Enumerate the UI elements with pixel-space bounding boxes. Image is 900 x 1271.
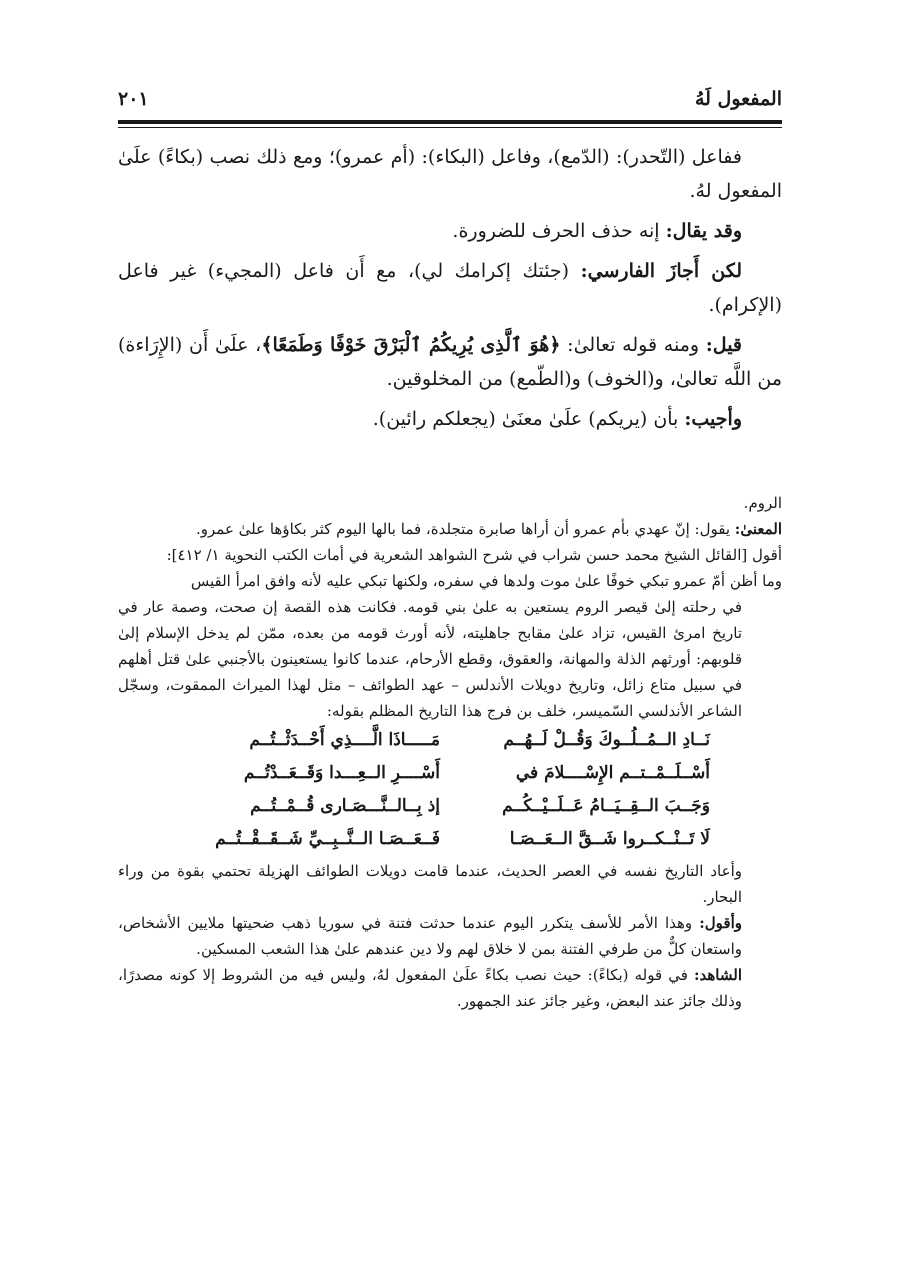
poem-verse-4-second: فَــعَــصَـا الــنَّــبِــيِّ شَــقَــقْــتُــم (215, 829, 440, 849)
fn-witness-lead: الشاهد: (693, 966, 742, 984)
p5-lead: وأجيب: (684, 408, 742, 430)
header-rule-thick (118, 120, 782, 124)
fn-line-7-lead: وأقول: (699, 914, 742, 932)
fn-meaning-rest: يقول: إنّ عهدي بأم عمرو أن أراها صابرة متجلدة، فما بالها اليوم كثر بكاؤها علىٰ عمرو. (196, 520, 735, 538)
header-rule-thin (118, 127, 782, 128)
paragraph-2 (118, 214, 782, 248)
poem-verse-2-first: أَسْــلَــمْــتــم الإِسْــــلامَ في (515, 763, 710, 783)
fn-line-7-rest: وهذا الأمر للأسف يتكرر اليوم عندما حدثت فتنة في سوريا ذهب ضحيتها ملايين الأشخاص، واستعان كلٌّ من طرفي الفتنة بمن لا خلاق لهم ولا دين عندهم علىٰ هذا الشعب المسكين. (118, 914, 742, 958)
quran-verse: ﴿هُوَ ٱلَّذِى يُرِيكُمُ ٱلْبَرْقَ خَوْفًا وَطَمَعًا﴾ (261, 334, 561, 356)
fn-line-6: وأعاد التاريخ نفسه في العصر الحديث، عندما قامت دويلات الطوائف الهزيلة تحتمي بقوة من وراء البحار. (118, 862, 742, 906)
p2-rest: إنه حذف الحرف للضرورة. (452, 220, 666, 242)
poem-verse-1-second: مَـــــاذَا الَّــــذِي أَحْــدَثْــتُــم (249, 730, 440, 750)
main-text (118, 140, 782, 442)
fn-line-5: في رحلته إلىٰ قيصر الروم يستعين به علىٰ بني قومه. فكانت هذه القصة إن صحت، وصمة عار في تاريخ امرئ القيس، تزاد علىٰ مقابح جاهليته، لأنه أورث قومه من بعده، ممّن لم يدخل الإسلام إلىٰ قلوبهم: أورثهم الذلة والمهانة، والعقوق، وقطع الأرحام، عندما كانوا يستعينون بالأجنبي علىٰ قتل أهلهم في سبيل متاع زائل، وتاريخ دويلات الأندلس – عهد الطوائف – مثل لهذا الميراث الممقوت، وسجّل الشاعر الأندلسي السّميسر، خلف بن فرج هذا التاريخ المظلم بقوله: (118, 598, 742, 720)
fn-line-4: وما أظن أمّ عمرو تبكي خوفًا علىٰ موت ولدها في سفره، ولكنها تبكي عليه لأنه وافق امرأ القيس (190, 572, 782, 590)
poem-verse-3-first: وَجَــبَ الــقِــيَــامُ عَــلَــيْــكُــم (502, 796, 710, 816)
poem-verse-2-second: أَسْــــرِ الــعِـــدا وَقَــعَــدْتُــم (243, 763, 440, 783)
p2-lead: وقد يقال: (665, 220, 742, 242)
running-header (118, 86, 782, 110)
paragraph-3 (118, 254, 782, 322)
poem-verse-3-second: إذ بِــالــنَّـــصَـارى قُــمْــتُــم (250, 796, 440, 816)
fn-witness (118, 962, 782, 1014)
page-number: ٢٠١ (118, 88, 149, 110)
poem (118, 724, 782, 856)
p4-b: ، علَىٰ أَن (الإِرَاءة) من اللَّه تعالىٰ، و(الخوف) و(الطّمع) من المخلوقين. (118, 334, 782, 390)
fn-meaning (118, 516, 782, 542)
paragraph-1: ففاعل (التّحدر): (الدّمع)، وفاعل (البكاء): (أم عمرو)؛ ومع ذلك نصب (بكاءً) علَىٰ المفعول لهُ. (118, 146, 782, 202)
poem-verse-1-first: نَــادِ الــمُــلُــوكَ وَقُــلْ لَــهُــم (503, 730, 710, 750)
chapter-title: المفعول لَهُ (694, 88, 782, 110)
p4-a: ومنه قوله تعالىٰ: (560, 334, 706, 356)
fn-source: أقول [القائل الشيخ محمد حسن شراب في شرح الشواهد الشعرية في أمات الكتب النحوية ١/ ٤١٢]: (166, 546, 782, 564)
poem-verse-4-first: لَا تَــنْــكــروا شَــقَّ الــعَــصَـا (509, 829, 710, 849)
paragraph-4 (118, 328, 782, 396)
footnotes (118, 490, 782, 1014)
p5-rest: بأن (يريكم) علَىٰ معنَىٰ (يجعلكم رائين). (372, 408, 685, 430)
paragraph-5 (118, 402, 782, 436)
fn-meaning-lead: المعنىٰ: (734, 520, 782, 538)
p3-lead: لكن أَجازَ الفارسي: (580, 260, 742, 282)
p4-lead: قيل: (705, 334, 743, 356)
fn-line-7 (118, 910, 782, 962)
fn-witness-rest: في قوله (بكاءً): حيث نصب بكاءً علَىٰ المفعول لهُ، وليس فيه من الشروط إلا كونه مصدرًا، وذلك جائز عند البعض، وغير جائز عند الجمهور. (118, 966, 742, 1010)
fn-line-1: الروم. (743, 494, 782, 512)
p3-rest: (جئتك إكرامك لي)، مع أَن فاعل (المجيء) غير فاعل (الإكرام). (118, 260, 782, 316)
